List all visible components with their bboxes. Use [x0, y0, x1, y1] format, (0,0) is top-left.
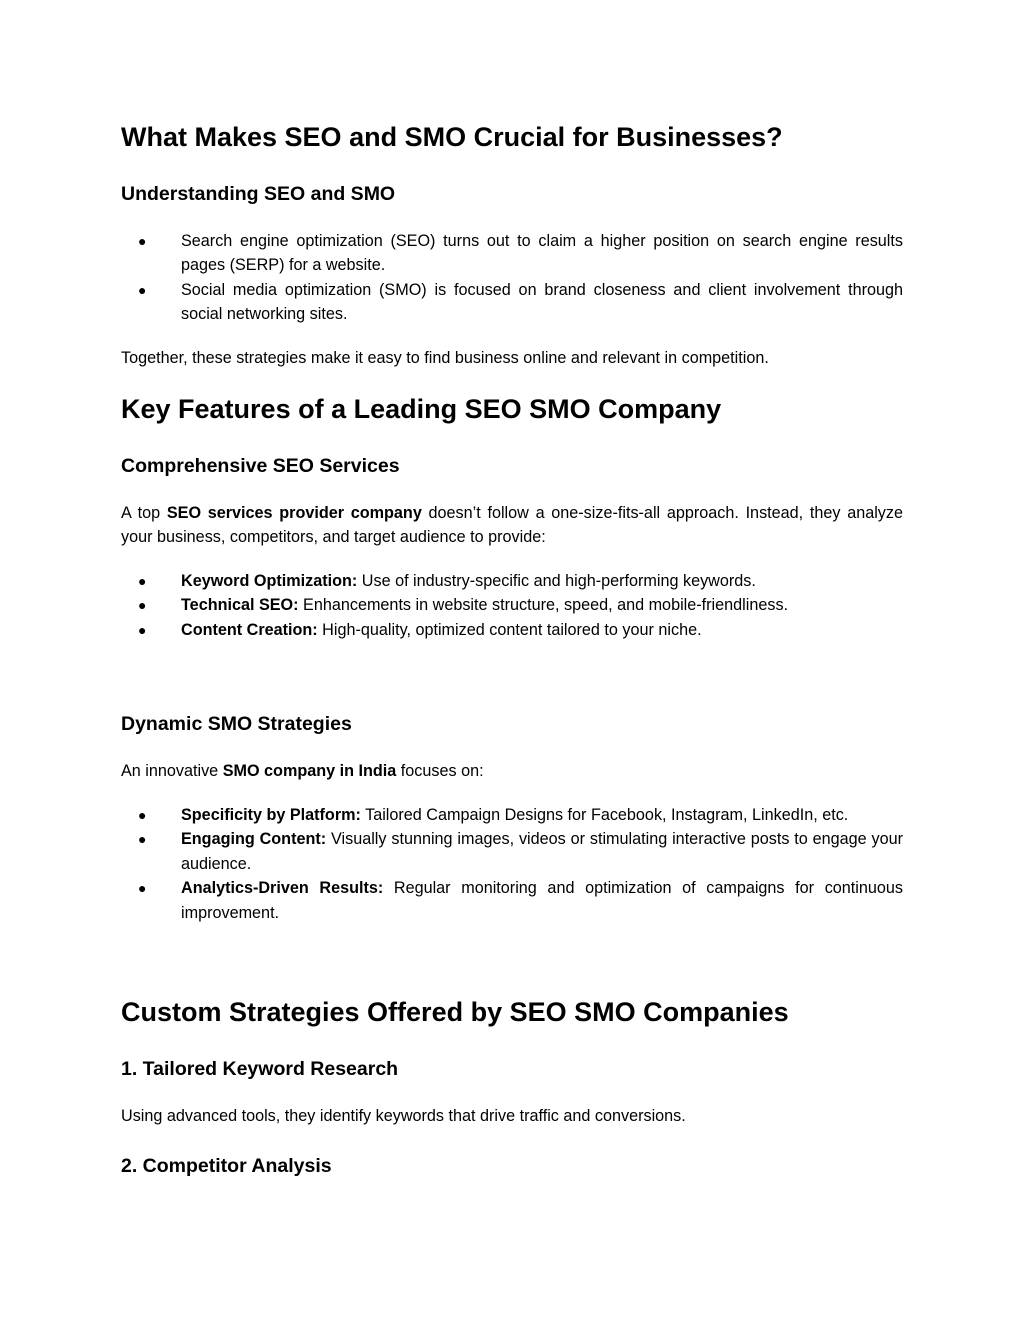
bullet-icon: ● — [138, 621, 147, 638]
understanding-bullet-list — [121, 229, 903, 327]
list-item — [121, 876, 903, 925]
list-item — [121, 618, 903, 642]
bullet-label: Keyword Optimization: — [181, 572, 358, 590]
seo-services-bullet-list — [121, 569, 903, 642]
list-item — [121, 278, 903, 327]
bullet-icon: ● — [138, 281, 147, 298]
bullet-label: Analytics-Driven Results: — [181, 879, 384, 898]
bullet-icon: ● — [138, 880, 147, 897]
smo-intro-text-continued: focuses on: — [396, 762, 484, 780]
subheading-dynamic-smo: Dynamic SMO Strategies — [121, 713, 352, 735]
subheading-comprehensive-seo: Comprehensive SEO Services — [121, 455, 400, 477]
bullet-icon: ● — [138, 831, 147, 848]
list-item — [121, 593, 903, 617]
section-title-key-features: Key Features of a Leading SEO SMO Company — [121, 394, 722, 424]
bullet-text: Visually stunning images, videos or stimulating interactive posts to engage your audience. — [181, 830, 904, 873]
seo-intro-paragraph — [121, 501, 903, 550]
bullet-label: Content Creation: — [181, 620, 318, 639]
bullet-icon: ● — [138, 597, 147, 614]
list-item — [121, 229, 903, 278]
bullet-icon: ● — [138, 573, 147, 589]
bullet-text: Regular monitoring and optimization of campaigns for continuous improvement. — [181, 879, 903, 922]
bullet-text: Enhancements in website structure, speed, and mobile-friendliness. — [298, 596, 789, 615]
bullet-text: Search engine optimization (SEO) turns out to claim a higher position on search engine results pages (SERP) for a website. — [181, 232, 903, 275]
bullet-text: Social media optimization (SMO) is focused on brand closeness and client involvement through social networking sites. — [181, 280, 903, 324]
subheading-understanding-seo-smo: Understanding SEO and SMO — [121, 183, 396, 205]
list-item — [121, 803, 903, 827]
bullet-text: Tailored Campaign Designs for Facebook, Instagram, LinkedIn, etc. — [360, 806, 849, 824]
subheading-competitor-analysis: 2. Competitor Analysis — [121, 1155, 332, 1177]
smo-company-emphasis: SMO company in India — [222, 762, 397, 780]
smo-intro-text: An innovative — [121, 762, 223, 780]
section-title-custom-strategies: Custom Strategies Offered by SEO SMO Companies — [121, 997, 789, 1027]
bullet-icon: ● — [138, 233, 147, 249]
bullet-text: Use of industry-specific and high-performing keywords. — [357, 572, 756, 590]
list-item — [121, 827, 903, 876]
closing-paragraph: Together, these strategies make it easy to find business online and relevant in competition. — [121, 349, 769, 367]
list-item — [121, 569, 903, 593]
subheading-tailored-keyword-research: 1. Tailored Keyword Research — [121, 1058, 399, 1080]
section-title-seo-smo-crucial: What Makes SEO and SMO Crucial for Businesses? — [121, 122, 783, 152]
bullet-label: Engaging Content: — [181, 830, 327, 849]
bullet-text: High-quality, optimized content tailored to your niche. — [317, 620, 702, 639]
seo-provider-emphasis: SEO services provider company — [166, 504, 422, 522]
bullet-label: Specificity by Platform: — [181, 806, 361, 824]
seo-intro-text-continued: doesn’t follow a one-size-fits-all approach. Instead, they analyze your business, competitors, and target audience to provide: — [121, 504, 903, 547]
bullet-label: Technical SEO: — [181, 596, 299, 615]
keyword-research-paragraph: Using advanced tools, they identify keywords that drive traffic and conversions. — [121, 1107, 686, 1125]
smo-intro-paragraph — [121, 759, 903, 783]
smo-strategies-bullet-list — [121, 803, 903, 925]
bullet-icon: ● — [138, 807, 147, 823]
seo-intro-text: A top — [121, 504, 167, 522]
